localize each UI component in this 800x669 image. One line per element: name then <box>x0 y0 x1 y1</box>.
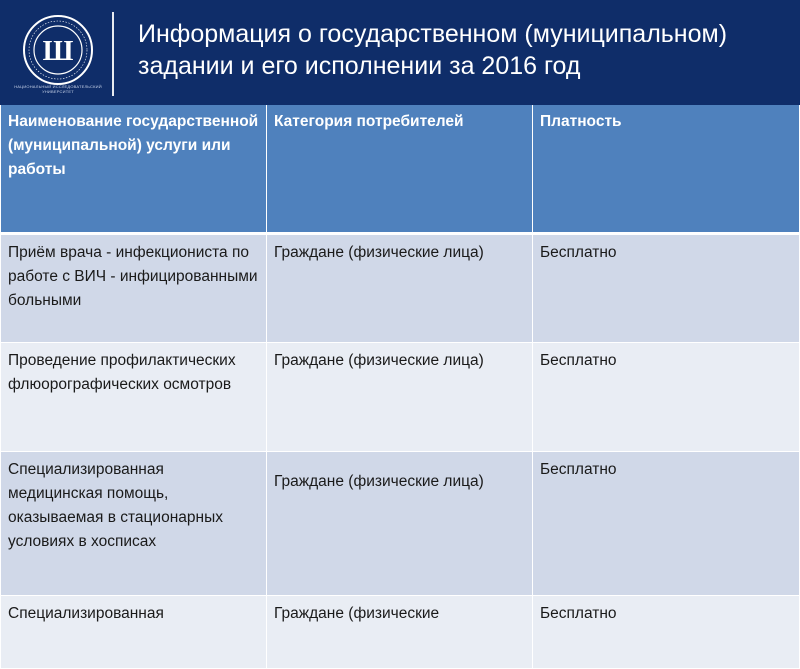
hse-logo-icon <box>22 14 94 86</box>
page-title: Информация о государственном (муниципальном) задании и его исполнении за 2016 год <box>138 20 728 80</box>
svg-text:Ш: Ш <box>42 36 74 67</box>
logo-caption: НАЦИОНАЛЬНЫЙ ИССЛЕДОВАТЕЛЬСКИЙ УНИВЕРСИТЕТ <box>14 84 102 94</box>
cell-service-name: Приём врача - инфекциониста по работе с ВИЧ - инфицированными больными <box>1 234 267 343</box>
cell-consumer-category: Граждане (физические лица) <box>267 452 533 596</box>
table-header-row <box>1 105 800 234</box>
table-row <box>1 343 800 452</box>
cell-payment: Бесплатно <box>533 452 800 596</box>
table-row <box>1 596 800 669</box>
cell-consumer-category: Граждане (физические <box>267 596 533 669</box>
table-container <box>0 105 800 622</box>
cell-consumer-category: Граждане (физические лица) <box>267 343 533 452</box>
slide-header <box>0 0 800 108</box>
header-service-name: Наименование государственной (муниципальной) услуги или работы <box>1 105 267 234</box>
cell-payment: Бесплатно <box>533 343 800 452</box>
cell-service-name: Специализированная медицинская помощь, оказываемая в стационарных условиях в хосписах <box>1 452 267 596</box>
table-row <box>1 234 800 343</box>
table-row <box>1 452 800 596</box>
cell-service-name: Проведение профилактических флюорографических осмотров <box>1 343 267 452</box>
header-payment: Платность <box>533 105 800 234</box>
cell-service-name: Специализированная <box>1 596 267 669</box>
header-divider <box>112 12 114 96</box>
cell-payment: Бесплатно <box>533 234 800 343</box>
cell-payment: Бесплатно <box>533 596 800 669</box>
header-consumer-category: Категория потребителей <box>267 105 533 234</box>
state-assignment-table <box>0 105 800 669</box>
cell-consumer-category: Граждане (физические лица) <box>267 234 533 343</box>
